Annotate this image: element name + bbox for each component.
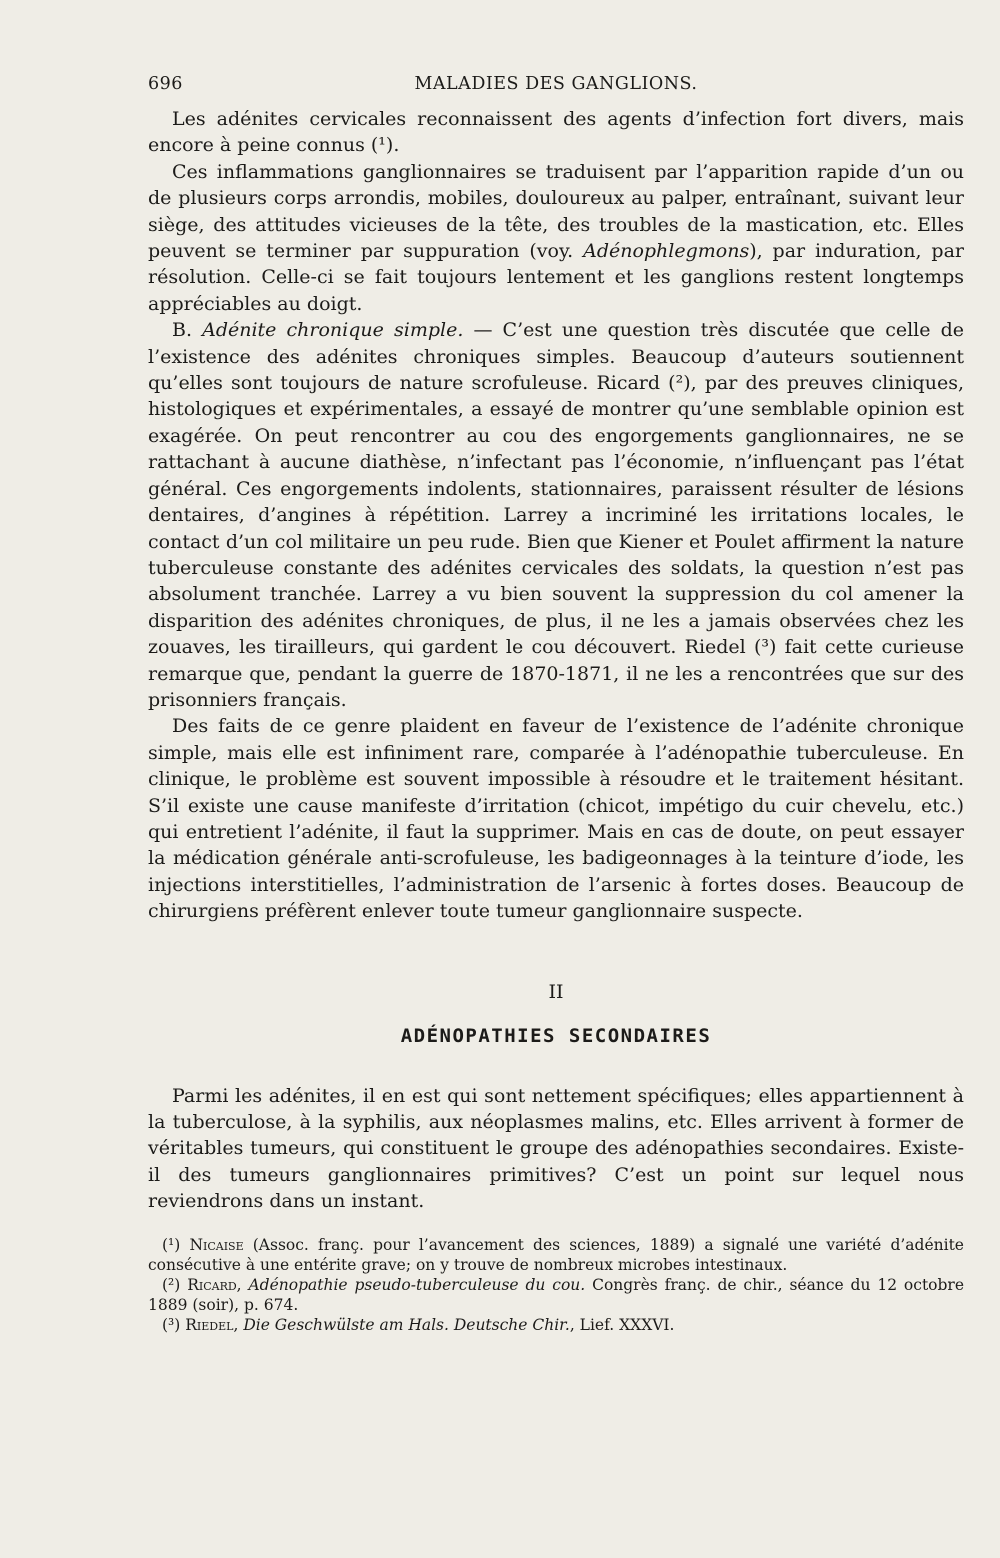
footnote: (²) Ricard, Adénopathie pseudo-tuberculeuse du cou. Congrès franç. de chir., séance du 12 octobre 1889 (soir), p. 674. — [148, 1275, 965, 1314]
paragraph: Parmi les adénites, il en est qui sont nettement spécifiques; elles appartiennent à la tuberculose, à la syphilis, aux néoplasmes malins, etc. Elles arrivent à former de véritables tumeurs, qui constituent le groupe des adénopathies secondaires. Existe-il des tumeurs ganglionnaires primitives? C’est un point sur lequel nous reviendrons dans un instant. — [148, 1084, 964, 1213]
section-text — [148, 1083, 964, 1215]
subsection-heading: Adénite chronique simple. — [202, 319, 464, 342]
page-header — [148, 70, 964, 106]
book-page — [148, 70, 964, 1335]
page-number: 696 — [148, 74, 183, 94]
paragraph: Les adénites cervicales reconnaissent des agents d’infection fort divers, mais encore à peine connus (¹). — [148, 108, 964, 157]
paragraph: Ces inflammations ganglionnaires se traduisent par l’apparition rapide d’un ou de plusieurs corps arrondis, mobiles, douloureux au palper, entraînant, suivant leur siège, des attitudes vicieuses de la tête, des troubles de la mastication, etc. Elles peuvent se terminer par suppuration (voy. Adénophlegmons), par induration, par résolution. Celle-ci se fait toujours lentement et les ganglions restent longtemps appréciables au doigt. — [148, 160, 964, 315]
section-title: ADÉNOPATHIES SECONDAIRES — [400, 1024, 712, 1047]
footnotes — [148, 1235, 964, 1335]
running-title: MALADIES DES GANGLIONS. — [414, 74, 698, 94]
section-number: II — [548, 980, 564, 1003]
main-text — [148, 106, 964, 925]
paragraph: B. Adénite chronique simple. — C’est une question très discutée que celle de l’existence des adénites chroniques simples. Beaucoup d’auteurs soutiennent qu’elles sont toujours de nature scrofuleuse. Ricard (²), par des preuves cliniques, histologiques et expérimentales, a essayé de montrer qu’une semblable opinion est exagérée. On peut rencontrer au cou des engorgements ganglionnaires, ne se rattachant à aucune diathèse, n’infectant pas l’économie, n’influençant pas l’état général. Ces engorgements indolents, stationnaires, paraissent résulter de lésions dentaires, d’angines à répétition. Larrey a incriminé les irritations locales, le contact d’un col militaire un peu rude. Bien que Kiener et Poulet affirment la nature tuberculeuse constante des adénites cervicales des soldats, la question n’est pas absolument tranchée. Larrey a vu bien souvent la suppression du col amener la disparition des adénites chroniques, de plus, il ne les a jamais observées chez les zouaves, les tirailleurs, qui gardent le cou découvert. Riedel (³) fait cette curieuse remarque que, pendant la guerre de 1870-1871, il ne les a rencontrées que sur des prisonniers français. — [148, 319, 964, 711]
paragraph: Des faits de ce genre plaident en faveur de l’existence de l’adénite chronique simple, mais elle est infiniment rare, comparée à l’adénopathie tuberculeuse. En clinique, le problème est souvent impossible à résoudre et le traitement hésitant. S’il existe une cause manifeste d’irritation (chicot, impétigo du cuir chevelu, etc.) qui entretient l’adénite, il faut la supprimer. Mais en cas de doute, on peut essayer la médication générale anti-scrofuleuse, les badigeonnages à la teinture d’iode, les injections interstitielles, l’administration de l’arsenic à fortes doses. Beaucoup de chirurgiens préfèrent enlever toute tumeur ganglionnaire suspecte. — [148, 715, 964, 923]
footnote: (¹) Nicaise (Assoc. franç. pour l’avancement des sciences, 1889) a signalé une variété d’adénite consécutive à une entérite grave; on y trouve de nombreux microbes intestinaux. — [148, 1235, 964, 1274]
footnote: (³) Riedel, Die Geschwülste am Hals. Deutsche Chir., Lief. XXXVI. — [162, 1315, 675, 1334]
